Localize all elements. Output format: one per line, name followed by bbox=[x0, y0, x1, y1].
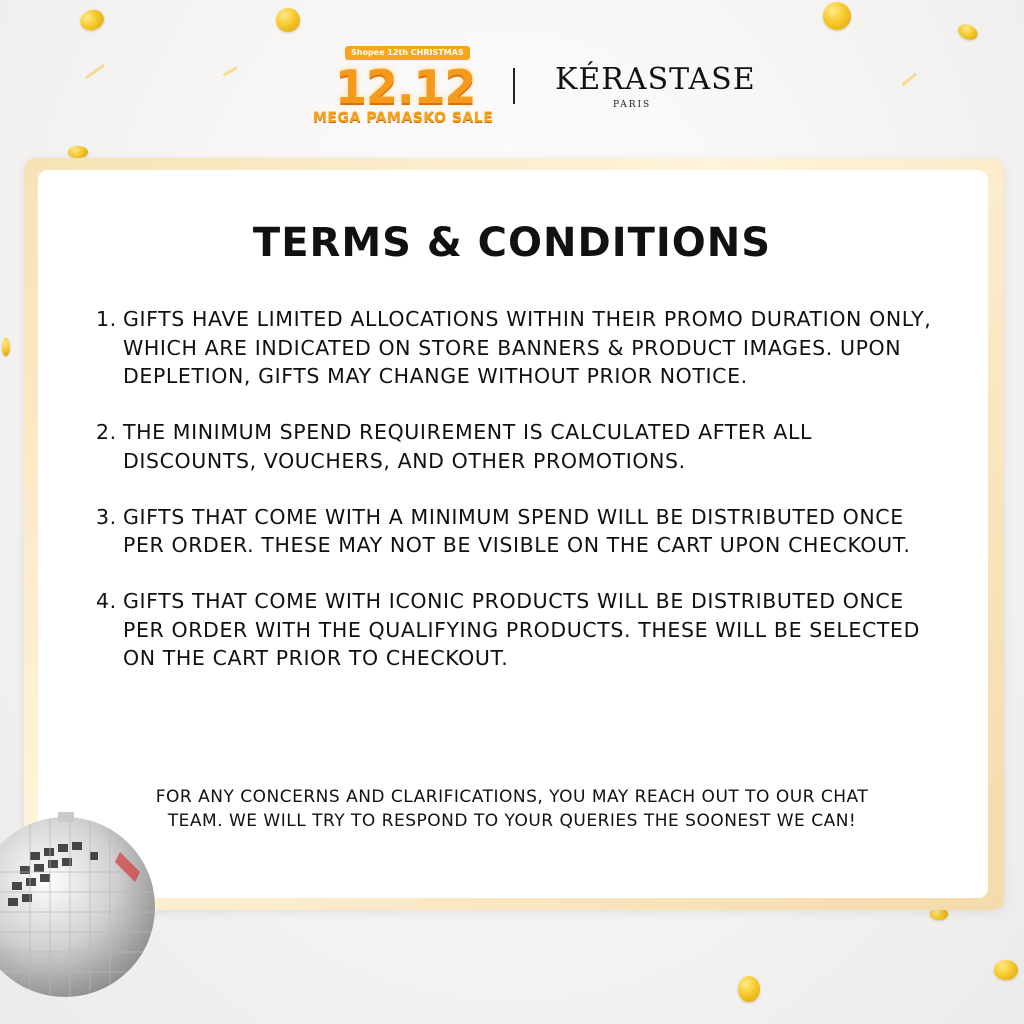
kerastase-paris-text: PARIS bbox=[613, 100, 652, 110]
shopee-1212-logo bbox=[305, 40, 494, 140]
term-text: GIFTS HAVE LIMITED ALLOCATIONS WITHIN THEIR PROMO DURATION ONLY, WHICH ARE INDICATED ON STORE BANNERS & PRODUCT IMAGES. UPON DEPLETION, GIFTS MAY CHANGE WITHOUT PRIOR NOTICE. bbox=[123, 307, 932, 389]
gold-coin-decoration bbox=[994, 960, 1018, 980]
term-text: THE MINIMUM SPEND REQUIREMENT IS CALCULATED AFTER ALL DISCOUNTS, VOUCHERS, AND OTHER PROMOTIONS. bbox=[123, 420, 813, 473]
gold-coin-decoration bbox=[2, 338, 10, 356]
term-number: 2. bbox=[96, 420, 117, 445]
term-item bbox=[92, 503, 932, 560]
confetti-streak bbox=[901, 73, 917, 87]
sale-name-text: MEGA PAMASKO SALE bbox=[313, 110, 494, 126]
terms-list bbox=[92, 305, 932, 700]
disco-ball-decoration bbox=[0, 812, 160, 1002]
shopee-christmas-badge: Shopee 12th CHRISTMAS bbox=[345, 46, 470, 60]
term-number: 3. bbox=[96, 504, 117, 529]
gold-coin-decoration bbox=[738, 976, 760, 1002]
confetti-streak bbox=[222, 66, 237, 77]
term-item bbox=[92, 305, 932, 391]
confetti-streak bbox=[85, 64, 105, 79]
gold-coin-decoration bbox=[276, 8, 300, 32]
term-number: 4. bbox=[96, 588, 117, 613]
kerastase-logo: KÉRASTASE bbox=[555, 62, 756, 97]
gold-coin-decoration bbox=[823, 2, 851, 30]
gold-coin-decoration bbox=[77, 6, 106, 33]
term-item bbox=[92, 587, 932, 673]
term-item bbox=[92, 418, 932, 475]
term-text: GIFTS THAT COME WITH ICONIC PRODUCTS WILL BE DISTRIBUTED ONCE PER ORDER WITH THE QUALIFYING PRODUCTS. THESE WILL BE SELECTED ON THE CART PRIOR TO CHECKOUT. bbox=[123, 588, 920, 671]
logo-divider bbox=[513, 68, 515, 104]
gold-coin-decoration bbox=[956, 21, 980, 42]
page-title: TERMS & CONDITIONS bbox=[252, 220, 772, 266]
term-number: 1. bbox=[96, 307, 117, 331]
contact-note: FOR ANY CONCERNS AND CLARIFICATIONS, YOU MAY REACH OUT TO OUR CHAT TEAM. WE WILL TRY TO RESPOND TO YOUR QUERIES THE SOONEST WE CAN! bbox=[155, 787, 869, 831]
gold-coin-decoration bbox=[68, 146, 88, 158]
term-text: GIFTS THAT COME WITH A MINIMUM SPEND WILL BE DISTRIBUTED ONCE PER ORDER. THESE MAY NOT BE VISIBLE ON THE CART UPON CHECKOUT. bbox=[123, 504, 911, 558]
sale-date-text: 12.12 bbox=[335, 60, 476, 114]
